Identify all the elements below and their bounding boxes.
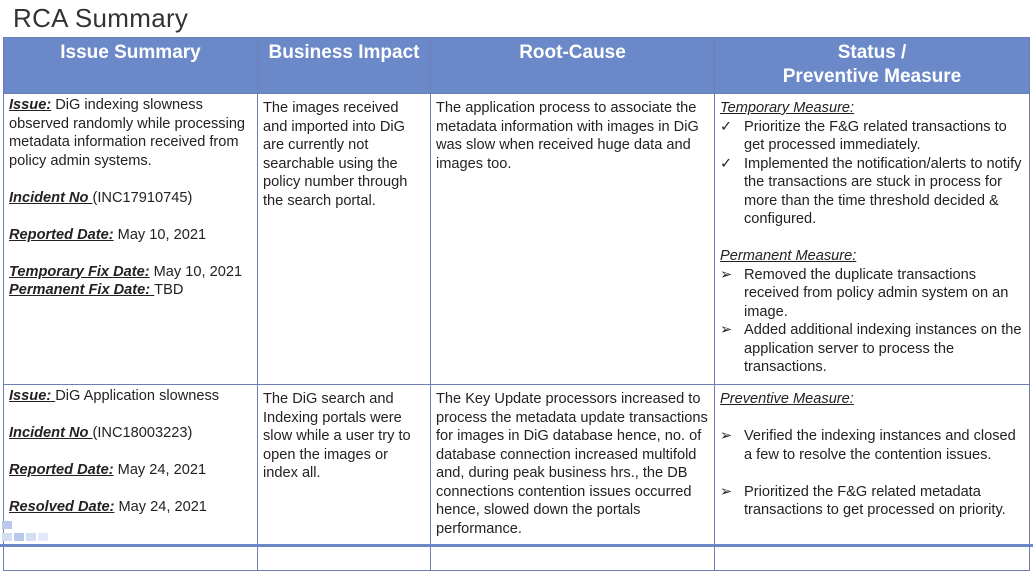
- incident-label: Incident No: [9, 425, 93, 441]
- issue-summary-cell: [4, 94, 258, 385]
- issue-text: DiG indexing slowness observed randomly while processing metadata information received from policy admin systems.: [9, 97, 246, 169]
- list-item-text: Implemented the notification/alerts to notify the transactions are stuck in process for more than the time threshold decided & configured.: [744, 155, 1022, 227]
- resolved-date: [9, 498, 252, 517]
- cause-text: The Key Update processors increased to process the metadata update transactions for images in DiG database hence, no. of database connection increased multifold and, during peak business hrs., the DB connections contention issues occurred hence, slowed down the portals performance.: [436, 391, 708, 537]
- permanent-measure-heading: Permanent Measure:: [720, 248, 857, 264]
- tempfix-value: May 10, 2021: [149, 263, 243, 280]
- preventive-measure-heading: Preventive Measure:: [720, 391, 854, 407]
- issue-text: DiG Application slowness: [55, 388, 220, 404]
- incident-value: (INC18003223): [92, 425, 193, 441]
- decorative-squares: [0, 517, 70, 547]
- arrow-bullet-icon: ➢: [720, 266, 733, 283]
- list-item: [720, 155, 1024, 229]
- impact-text: The DiG search and Indexing portals were slow while a user try to open the images or index all.: [263, 391, 411, 481]
- impact-text: The images received and imported into DiG are currently not searchable using the policy number through the search portal.: [263, 100, 408, 209]
- reported-value: May 24, 2021: [113, 462, 207, 478]
- rca-table: [3, 37, 1030, 571]
- root-cause-cell: [431, 385, 715, 571]
- cause-text: The application process to associate the metadata information with images in DiG was slow when received huge data and images too.: [436, 100, 699, 172]
- incident-value: (INC17910745): [92, 189, 193, 206]
- status-cell: [715, 385, 1030, 571]
- table-row: [4, 385, 1030, 571]
- reported-label: Reported Date:: [9, 226, 114, 243]
- issue-label: Issue:: [9, 388, 56, 404]
- permfix-label: Permanent Fix Date:: [9, 282, 155, 298]
- header-row: [4, 38, 1030, 94]
- page-title: RCA Summary: [13, 3, 189, 33]
- table-row: [4, 94, 1030, 385]
- incident-label: Incident No: [9, 189, 93, 206]
- temporary-measure-list: [720, 118, 1024, 229]
- check-icon: ✓: [720, 118, 733, 135]
- incident-number: [9, 424, 252, 443]
- issue-label: Issue:: [9, 97, 52, 113]
- issue-description: [9, 387, 252, 406]
- permanent-fix-date: [9, 281, 252, 300]
- list-item: [720, 118, 1024, 155]
- list-item: [720, 321, 1024, 377]
- permfix-value: TBD: [154, 282, 184, 298]
- incident-number: [9, 189, 252, 208]
- reported-date: [9, 461, 252, 480]
- list-item-text: Added additional indexing instances on the application server to process the transactions.: [744, 322, 1022, 375]
- temporary-fix-date: [9, 263, 252, 282]
- header-status-line2: Preventive Measure: [782, 66, 962, 87]
- permanent-measure-list: [720, 266, 1024, 377]
- tempfix-label: Temporary Fix Date:: [9, 263, 150, 280]
- list-item-text: Prioritized the F&G related metadata transactions to get processed on priority.: [744, 483, 1006, 518]
- header-status-line1: Status /: [837, 42, 907, 63]
- reported-label: Reported Date:: [9, 462, 114, 478]
- arrow-bullet-icon: ➢: [720, 322, 733, 338]
- check-icon: ✓: [720, 155, 733, 172]
- list-item: [720, 266, 1024, 322]
- list-item-text: Verified the indexing instances and closed a few to resolve the contention issues.: [744, 428, 1016, 463]
- temporary-measure-heading: Temporary Measure:: [720, 100, 855, 116]
- reported-value: May 10, 2021: [113, 226, 207, 243]
- list-item: [720, 427, 1024, 464]
- status-cell: [715, 94, 1030, 385]
- issue-description: [9, 96, 252, 170]
- business-impact-cell: [258, 94, 431, 385]
- resolved-value: May 24, 2021: [114, 499, 207, 515]
- preventive-measure-list: [720, 427, 1024, 520]
- header-business-impact: Business Impact: [258, 38, 431, 94]
- reported-date: [9, 226, 252, 245]
- arrow-bullet-icon: ➢: [720, 428, 733, 444]
- arrow-bullet-icon: ➢: [720, 483, 733, 500]
- business-impact-cell: [258, 385, 431, 571]
- list-item-text: Removed the duplicate transactions received from policy admin system on an image.: [744, 266, 1009, 320]
- list-item: [720, 483, 1024, 520]
- list-item-text: Prioritize the F&G related transactions to get processed immediately.: [744, 118, 1007, 153]
- header-root-cause: Root-Cause: [431, 38, 715, 94]
- header-issue-summary: Issue Summary: [4, 38, 258, 94]
- root-cause-cell: [431, 94, 715, 385]
- resolved-label: Resolved Date:: [9, 499, 115, 515]
- header-status: [715, 38, 1030, 94]
